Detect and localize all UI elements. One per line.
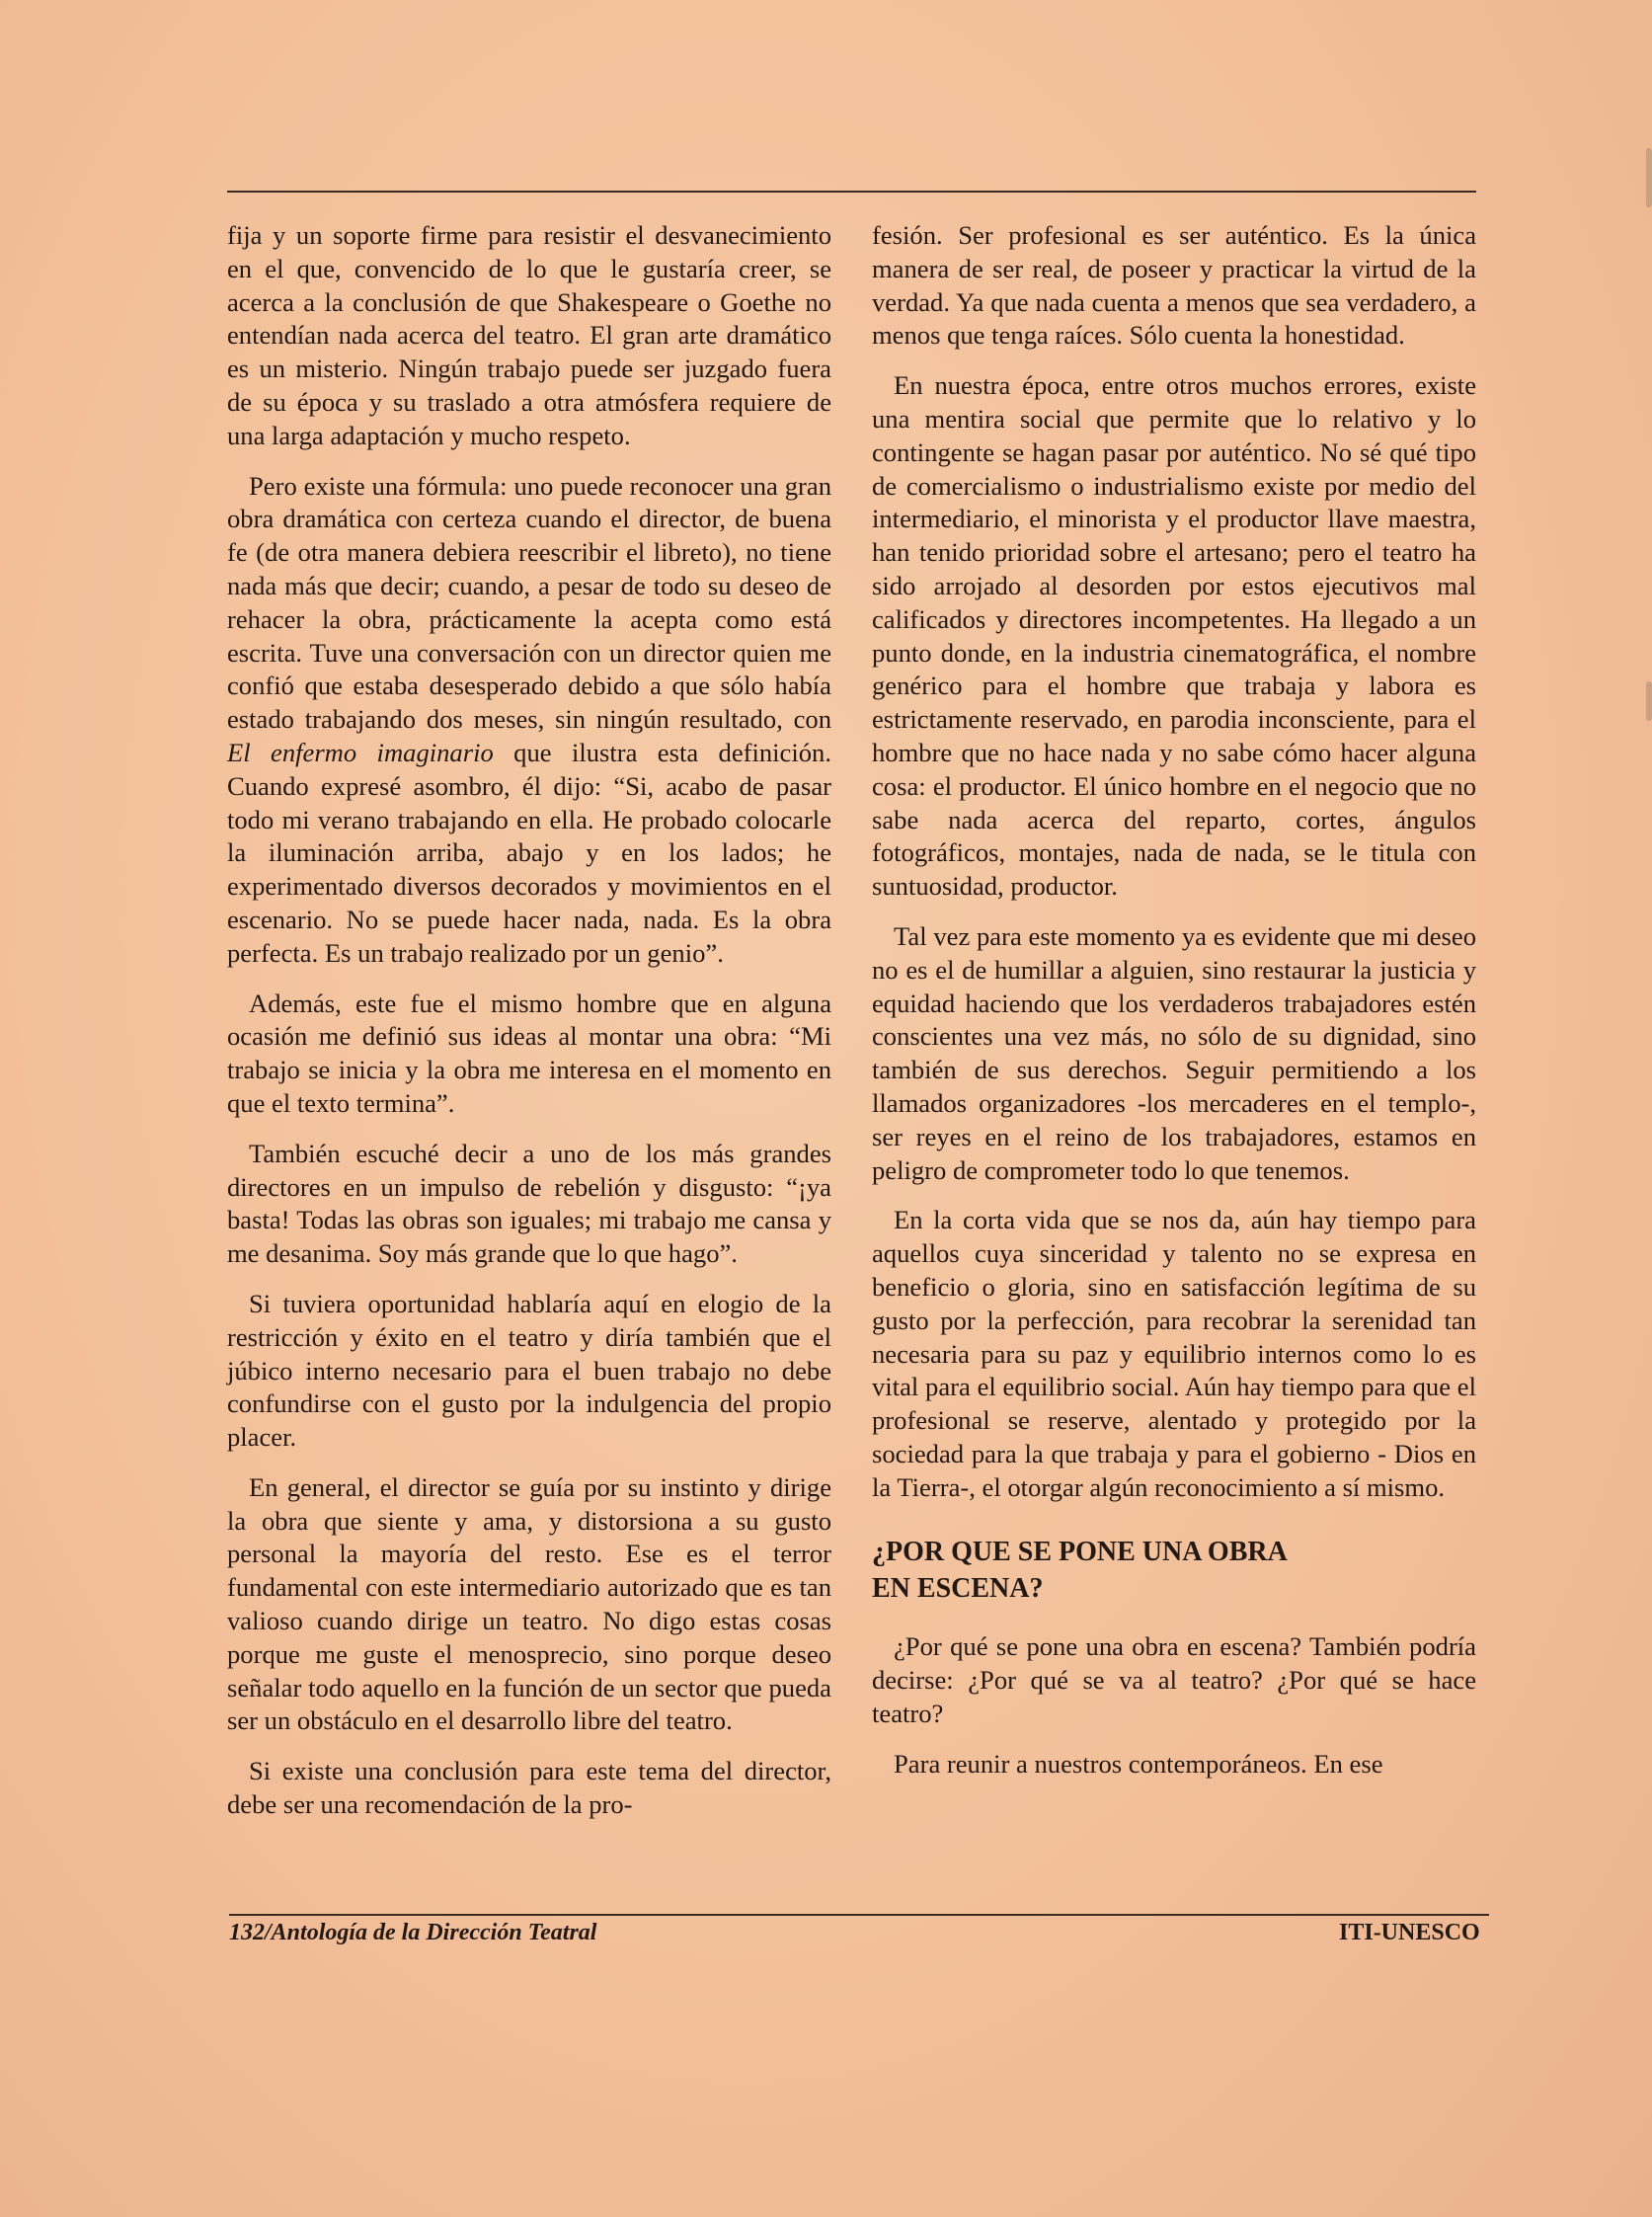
right-paragraph-4: En la corta vida que se nos da, aún hay tiempo para aquellos cuya sinceridad y talento no se expresa en beneficio o gloria, sino en satisfacción legítima de su gusto por la perfección, para recobrar la serenidad tan necesaria para su paz y equilibrio internos como lo es vital para el equilibrio social. Aún hay tiempo para que el profesional se reserve, alentado y protegido por la sociedad para la que trabaja y para el gobierno - Dios en la Tierra-, el otorgar algún reconocimiento a sí mismo. [872,1205,1476,1502]
play-title: El enfermo imaginario [227,737,494,767]
section-heading [872,1534,1476,1607]
right-paragraph-3: Tal vez para este momento ya es evidente que mi deseo no es el de humillar a alguien, sino restaurar la justicia y equidad haciendo que los verdaderos trabajadores estén conscientes una vez más, no sólo de su dignidad, sino también de sus derechos. Seguir permitiendo a los llamados organizadores -los mercaderes en el templo-, ser reyes en el reino de los trabajadores, estamos en peligro de comprometer todo lo que tenemos. [872,920,1476,1185]
footer-publisher: ITI-UNESCO [1339,1920,1480,1945]
left-paragraph-2-end: que ilustra esta definición. Cuando expresé asombro, él dijo: “Si, acabo de pasar todo mi verano trabajando en ella. He probado colocarle la iluminación arriba, abajo y en los lados; he experimentado diversos decorados y movimientos en el escenario. No se puede hacer nada, nada. Es la obra perfecta. Es un trabajo realizado por un genio”. [227,737,831,968]
page-edge-mark [1646,681,1652,721]
footer-page-title: 132/Antología de la Dirección Teatral [229,1920,597,1945]
left-paragraph-2-start: Pero existe una fórmula: uno puede reconocer una gran obra dramática con certeza cuando el director, de buena fe (de otra manera debiera reescribir el libreto), no tiene nada más que decir; cuando, a pesar de todo su deseo de rehacer la obra, prácticamente la acepta como está escrita. Tuve una conversación con un director quien me confió que estaba desesperado debido a que sólo había estado trabajando dos meses, sin ningún resultado, con [227,470,831,735]
top-rule [227,191,1476,193]
right-paragraph-6: Para reunir a nuestros contemporáneos. En ese [894,1748,1383,1779]
section-heading-line-1: ¿POR QUE SE PONE UNA OBRA [872,1537,1288,1568]
left-column [227,219,831,1839]
left-paragraph-7: Si existe una conclusión para este tema del director, debe ser una recomendación de la pro- [227,1756,831,1820]
page-edge-mark [1646,148,1652,207]
right-paragraph-5: ¿Por qué se pone una obra en escena? También podría decirse: ¿Por qué se va al teatro? ¿Por qué se hace teatro? [872,1631,1476,1729]
left-paragraph-5: Si tuviera oportunidad hablaría aquí en elogio de la restricción y éxito en el teatro y diría también que el júbico interno necesario para el buen trabajo no debe confundirse con el gusto por la indulgencia del propio placer. [227,1288,831,1453]
right-column [872,219,1476,1798]
right-paragraph-1: fesión. Ser profesional es ser auténtico. Es la única manera de ser real, de poseer y practicar la virtud de la verdad. Ya que nada cuenta a menos que sea verdadero, a menos que tenga raíces. Sólo cuenta la honestidad. [872,220,1476,351]
left-paragraph-2 [227,470,831,971]
right-paragraph-2: En nuestra época, entre otros muchos errores, existe una mentira social que permite que lo relativo y lo contingente se hagan pasar por auténtico. No sé qué tipo de comercialismo o industrialismo existe por medio del intermediario, el minorista y el productor llave maestra, han tenido prioridad sobre el artesano; pero el teatro ha sido arrojado al desorden por estos ejecutivos mal calificados y directores incompetentes. Ha llegado a un punto donde, en la industria cinematográfica, el nombre genérico para el hombre que trabaja y labora es estrictamente reservado, en parodia inconsciente, para el hombre que no hace nada y no sabe cómo hacer alguna cosa: el productor. El único hombre en el negocio que no sabe nada acerca del reparto, cortes, ángulos fotográficos, montajes, nada de nada, se le titula con suntuosidad, productor. [872,370,1476,902]
left-paragraph-3: Además, este fue el mismo hombre que en alguna ocasión me definió sus ideas al montar una obra: “Mi trabajo se inicia y la obra me interesa en el momento en que el texto termina”. [227,988,831,1118]
left-paragraph-4: También escuché decir a uno de los más grandes directores en un impulso de rebelión y disgusto: “¡ya basta! Todas las obras son iguales; mi trabajo me cansa y me desanima. Soy más grande que lo que hago”. [227,1138,831,1269]
section-heading-line-2: EN ESCENA? [872,1573,1044,1605]
left-paragraph-6: En general, el director se guía por su instinto y dirige la obra que siente y ama, y distorsiona a su gusto personal la mayoría del resto. Ese es el terror fundamental con este intermediario autorizado que es tan valioso cuando dirige un teatro. No digo estas cosas porque me guste el menosprecio, sino porque deseo señalar todo aquello en la función de un sector que pueda ser un obstáculo en el desarrollo libre del teatro. [227,1471,831,1736]
bottom-rule [229,1914,1489,1916]
left-paragraph-1: fija y un soporte firme para resistir el desvanecimiento en el que, convencido de lo que le gustaría creer, se acerca a la conclusión de que Shakespeare o Goethe no entendían nada acerca del teatro. El gran arte dramático es un misterio. Ningún trabajo puede ser juzgado fuera de su época y su traslado a otra atmósfera requiere de una larga adaptación y mucho respeto. [227,220,831,450]
